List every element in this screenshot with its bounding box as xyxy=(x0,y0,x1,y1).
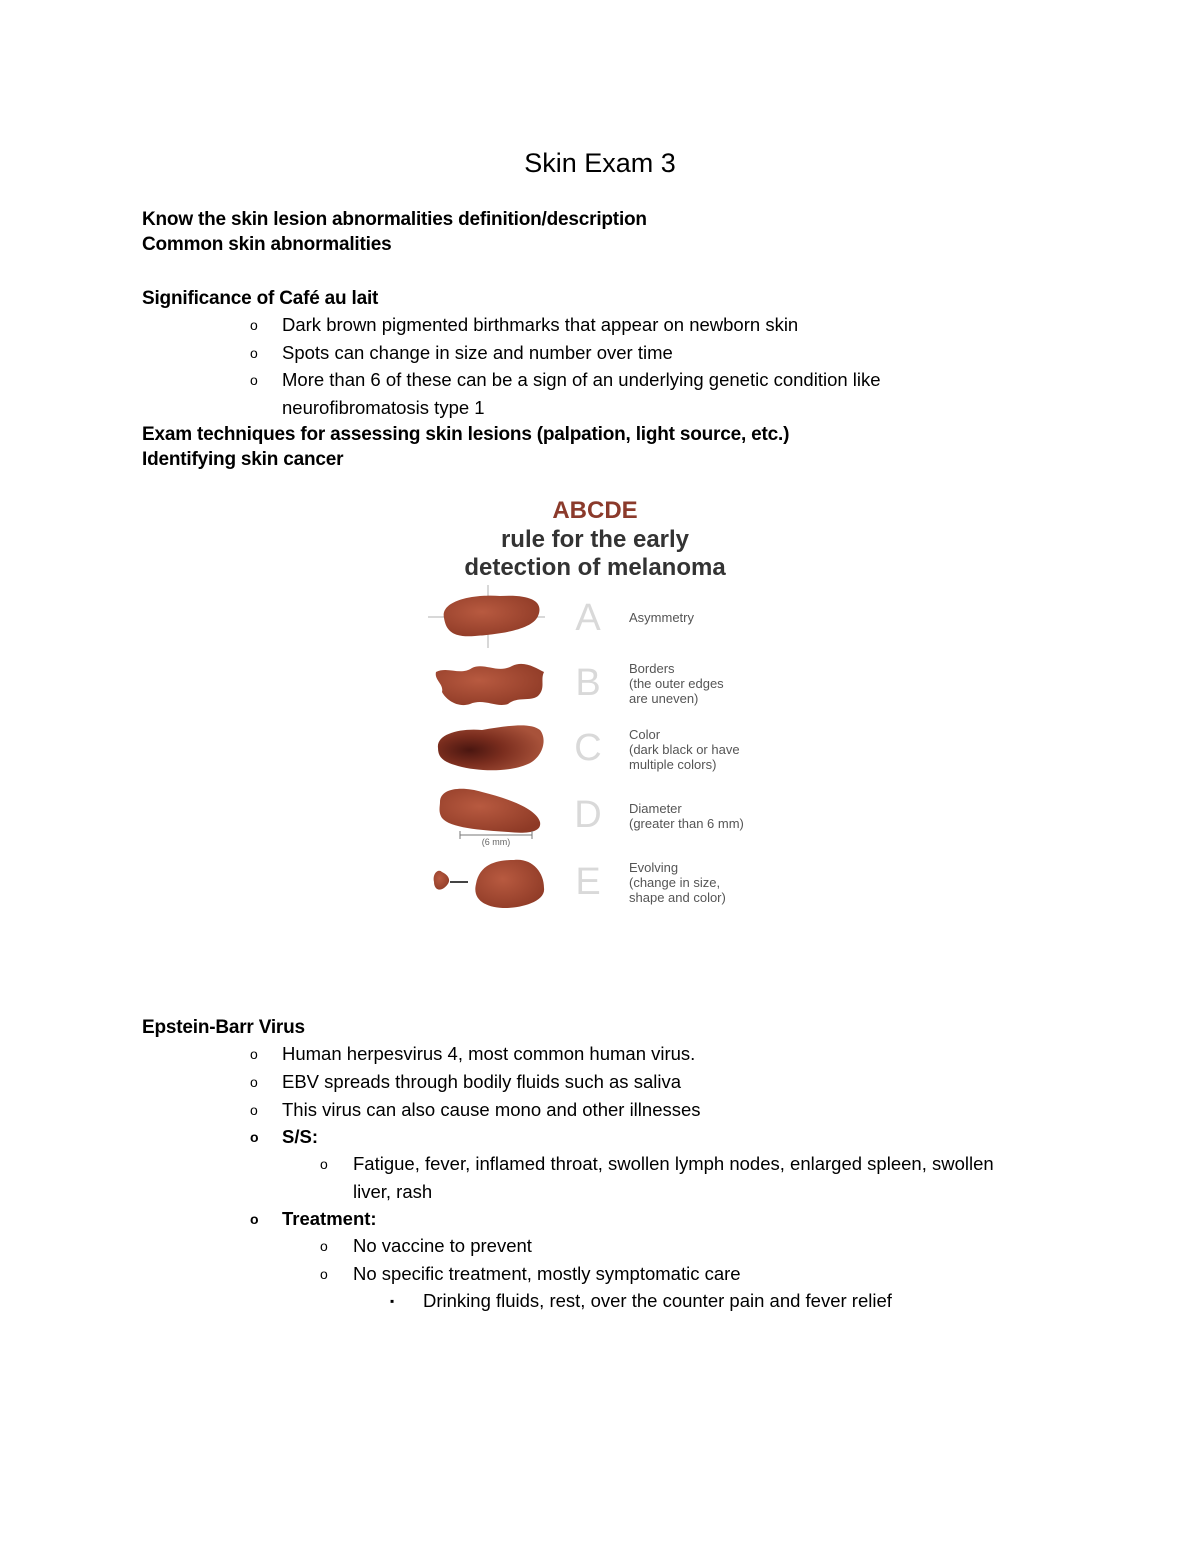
caption-c-line2: (dark black or have xyxy=(629,742,740,757)
page-title: Skin Exam 3 xyxy=(524,148,676,178)
lesion-diameter xyxy=(440,789,541,833)
treatment-label: Treatment: xyxy=(282,1208,377,1229)
caption-d-line2: (greater than 6 mm) xyxy=(629,816,744,831)
list-bullet: o xyxy=(250,372,258,388)
caption-c-line3: multiple colors) xyxy=(629,757,717,772)
lesion-evolving-large xyxy=(475,860,544,908)
lesion-asymmetry xyxy=(428,585,545,648)
caption-b-line3: are uneven) xyxy=(629,691,699,706)
heading-common-abnormalities: Common skin abnormalities xyxy=(142,234,392,255)
list-bullet: o xyxy=(250,317,258,333)
letter-b: B xyxy=(575,662,601,704)
caption-e-line3: shape and color) xyxy=(629,890,726,905)
diameter-label: (6 mm) xyxy=(481,837,511,847)
ss-label: S/S: xyxy=(282,1126,318,1147)
list-item-continuation: liver, rash xyxy=(353,1181,433,1202)
caption-c-line1: Color xyxy=(629,727,661,742)
figure-title-2: rule for the early xyxy=(500,526,690,553)
letter-c: C xyxy=(574,727,602,769)
figure-title-1: ABCDE xyxy=(552,497,638,524)
letter-d: D xyxy=(574,794,602,836)
caption-b-line1: Borders xyxy=(629,661,675,676)
list-bullet: o xyxy=(250,1102,258,1118)
list-bullet: o xyxy=(320,1156,328,1172)
list-bullet: o xyxy=(250,345,258,361)
list-item: EBV spreads through bodily fluids such as saliva xyxy=(282,1071,681,1092)
list-item-continuation: neurofibromatosis type 1 xyxy=(282,397,485,418)
list-item: This virus can also cause mono and other illnesses xyxy=(282,1099,701,1120)
heading-identifying-skin-cancer: Identifying skin cancer xyxy=(142,449,344,470)
heading-epstein-barr: Epstein-Barr Virus xyxy=(142,1017,305,1038)
figure-title-3: detection of melanoma xyxy=(464,554,726,581)
list-item: More than 6 of these can be a sign of an underlying genetic condition like xyxy=(282,369,881,390)
letter-a: A xyxy=(575,597,601,639)
caption-e-line1: Evolving xyxy=(629,860,679,875)
list-bullet: o xyxy=(250,1129,259,1145)
letter-e: E xyxy=(575,861,601,903)
list-bullet: o xyxy=(250,1074,258,1090)
list-bullet: o xyxy=(320,1266,328,1282)
list-item: Drinking fluids, rest, over the counter pain and fever relief xyxy=(423,1290,892,1311)
list-item: No specific treatment, mostly symptomatic care xyxy=(353,1263,741,1284)
list-item: Spots can change in size and number over time xyxy=(282,342,673,363)
list-item: Human herpesvirus 4, most common human virus. xyxy=(282,1043,696,1064)
list-bullet-square: ▪ xyxy=(390,1294,395,1308)
lesion-evolving-small xyxy=(434,871,449,890)
heading-exam-techniques: Exam techniques for assessing skin lesions (palpation, light source, etc.) xyxy=(142,424,790,445)
heading-cafe-au-lait: Significance of Café au lait xyxy=(142,288,379,309)
list-bullet: o xyxy=(250,1211,259,1227)
caption-a-line1: Asymmetry xyxy=(629,610,694,625)
caption-b-line2: (the outer edges xyxy=(629,676,724,691)
list-bullet: o xyxy=(250,1046,258,1062)
caption-d-line1: Diameter xyxy=(629,801,682,816)
list-bullet: o xyxy=(320,1238,328,1254)
heading-lesion-definitions: Know the skin lesion abnormalities definition/description xyxy=(142,209,647,230)
lesion-borders xyxy=(436,664,544,705)
list-item: Dark brown pigmented birthmarks that appear on newborn skin xyxy=(282,314,799,335)
caption-e-line2: (change in size, xyxy=(629,875,721,890)
abcde-melanoma-figure xyxy=(420,490,790,915)
list-item: No vaccine to prevent xyxy=(353,1235,532,1256)
list-item: Fatigue, fever, inflamed throat, swollen lymph nodes, enlarged spleen, swollen xyxy=(353,1153,994,1174)
lesion-color xyxy=(438,725,544,770)
